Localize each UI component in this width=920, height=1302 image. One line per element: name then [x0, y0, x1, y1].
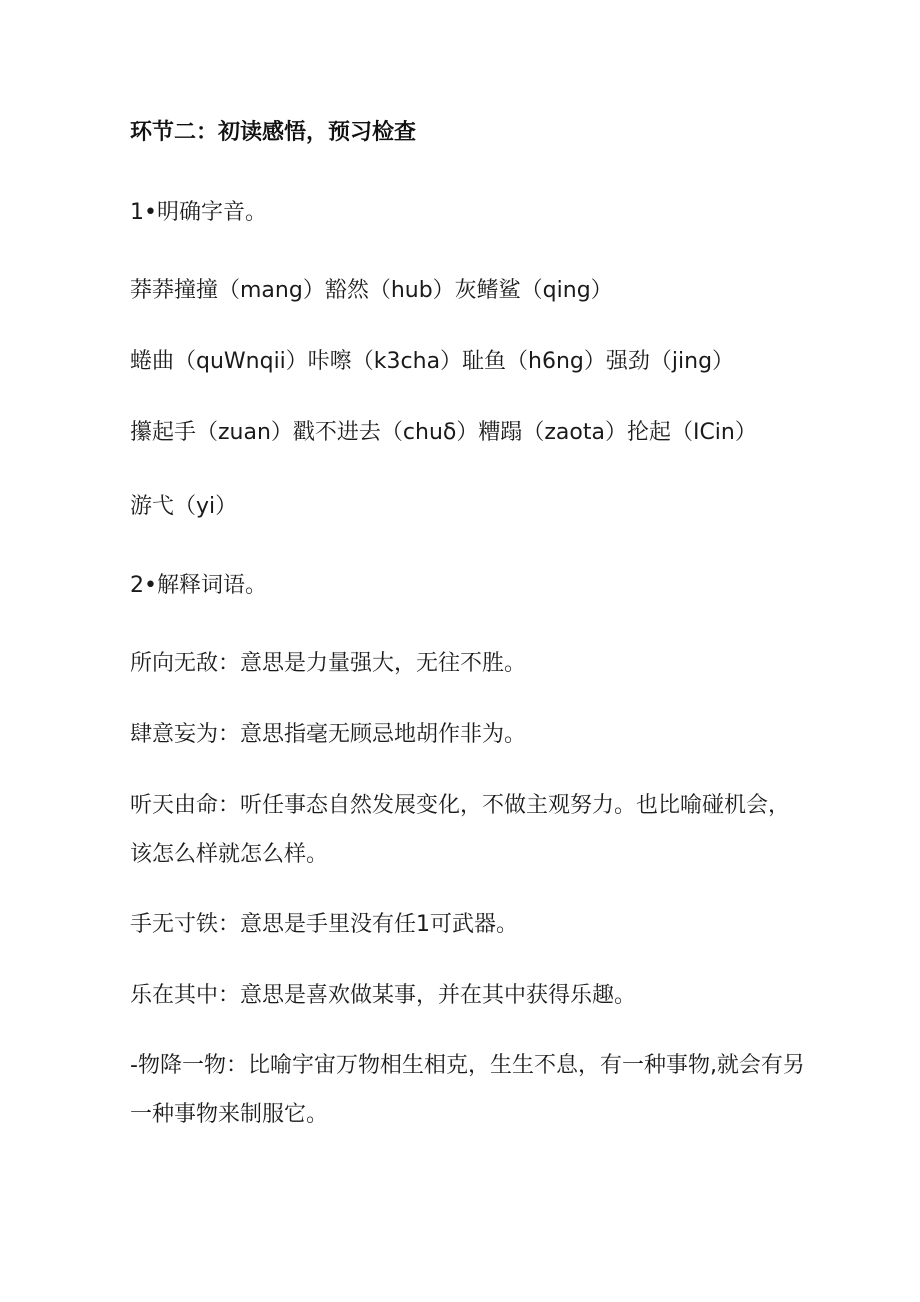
definition-line: 所向无敌：意思是力量强大，无往不胜。: [130, 651, 527, 676]
definition-line: 一种事物来制服它。: [130, 1102, 329, 1127]
definition-line: 听天由命：听任事态自然发展变化，不做主观努力。也比喻碰机会，: [130, 793, 791, 818]
pronunciation-line: 攥起手（zuan）戳不进去（chuδ）糟蹋（zaota）抡起（ICin）: [130, 420, 757, 445]
pronunciation-line: 游弋（yi）: [130, 494, 238, 519]
part1-heading: 1•明确字音。: [130, 200, 267, 225]
definition-line: 该怎么样就怎么样。: [130, 842, 329, 867]
definition-line: 肆意妄为：意思指毫无顾忌地胡作非为。: [130, 722, 527, 747]
pronunciation-line: 莽莽撞撞（mang）豁然（hub）灰鳍鲨（qing）: [130, 278, 613, 303]
definition-line: 手无寸铁：意思是手里没有任1可武器。: [130, 912, 518, 937]
part2-heading: 2•解释词语。: [130, 573, 267, 598]
pronunciation-line: 蜷曲（quWnqii）咔嚓（k3cha）耻鱼（h6ng）强劲（jing）: [130, 349, 735, 374]
definition-line: 乐在其中：意思是喜欢做某事，并在其中获得乐趣。: [130, 983, 637, 1008]
definition-line: -物降一物：比喻宇宙万物相生相克，生生不息，有一种事物,就会有另: [130, 1053, 805, 1078]
section-title: 环节二：初读感悟，预习检查: [130, 120, 417, 145]
